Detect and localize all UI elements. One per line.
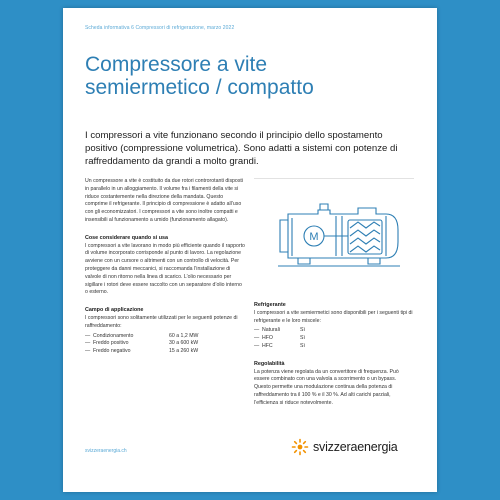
lead-paragraph: I compressori a vite funzionano secondo il principio dello spostamento positivo (compressione volumetrica). Sono adatti a sistemi con potenze di raffreddamento da grandi a molto grandi. <box>85 130 398 167</box>
footer-url[interactable]: svizzeraenergia.ch <box>85 448 127 454</box>
refrigerants-heading: Refrigerante <box>254 302 286 308</box>
application-label: Freddo negativo <box>93 348 131 355</box>
brand-logo <box>291 438 398 456</box>
applications-heading: Campo di applicazione <box>85 307 144 314</box>
list-item <box>254 343 414 351</box>
suction-port <box>320 204 328 210</box>
compressor-foot <box>298 258 310 264</box>
application-value: 60 a 1,2 MW <box>169 332 199 339</box>
list-dash: — <box>85 332 91 339</box>
considerations-paragraph: I compressori a vite lavorano in modo più efficiente quando il rapporto di volume incorporato corrisponde al punto di lavoro. La regolazione avviene con un cursore o altrimenti con un controllo di velocità. Per proteggere da danni meccanici, si raccomanda l’installazione di valvole di non ritorno nella linea di scarico. L’olio necessario per sigillare i rotori deve essere raccolto con un separatore d’olio interno o esterno. <box>85 242 245 296</box>
application-value: 15 a 260 kW <box>169 348 199 355</box>
brand-name: svizzeraenergia <box>313 440 398 454</box>
refrigerant-name: HFC <box>262 342 273 349</box>
document-page <box>63 8 437 492</box>
document-meta: Scheda informativa 6 Compressori di refrigerazione, marzo 2022 <box>85 25 235 31</box>
screw-rotor-thread <box>350 222 380 228</box>
regulation-paragraph: La potenza viene regolata da un convertitore di frequenza. Può essere combinato con una valvola a scorrimento o un bypass. Questo permette una modulazione continua della potenza di raffreddamento tra il 100 % e il 30 %. Ad alti carichi parziali, l’efficienza si riduce notevolmente. <box>254 368 399 406</box>
list-item <box>254 327 414 335</box>
compressor-diagram <box>258 190 414 286</box>
considerations-heading: Cose considerare quando si usa <box>85 234 168 241</box>
title-line-1: Compressore a vite <box>85 53 268 76</box>
column-divider <box>254 178 414 179</box>
list-dash: — <box>254 342 260 349</box>
refrigerant-name: Naturali <box>262 327 280 334</box>
screw-rotor-thread <box>350 246 380 252</box>
applications-paragraph: I compressori sono solitamente utilizzati per le seguenti potenze di raffreddamento: <box>85 314 238 329</box>
application-value: 30 a 600 kW <box>169 340 199 347</box>
refrigerant-value: Sì <box>300 335 305 342</box>
refrigerant-name: HFO <box>262 335 273 342</box>
title-line-2: semiermetico / compatto <box>85 76 314 99</box>
refrigerant-value: Sì <box>300 327 305 334</box>
screw-rotor-thread <box>350 238 380 244</box>
screw-rotor-thread <box>350 230 380 236</box>
application-label: Condizionamento <box>93 332 134 339</box>
applications-list <box>85 333 245 356</box>
application-label: Freddo positivo <box>93 340 129 347</box>
list-item <box>85 348 245 356</box>
left-column <box>85 178 245 356</box>
list-dash: — <box>85 340 91 347</box>
list-item <box>254 335 414 343</box>
page-title <box>85 53 385 99</box>
intro-paragraph: Un compressore a vite è costituito da due rotori controrotanti disposti in parallelo in un alloggiamento. Il volume fra i filamenti della vite si riduce costantemente nella direzione della mandata. Questo comprime il refrigerante. Il principio di compressione è adatto all’uso con gli economizzatori. I compressori a vite sono inoltre compatti e insensibili al funzionamento a umido (funzionamento allagato). <box>85 178 244 223</box>
list-dash: — <box>254 335 260 342</box>
sun-icon <box>291 438 309 456</box>
refrigerants-list <box>254 327 414 350</box>
motor-letter: M <box>309 231 319 243</box>
refrigerants-paragraph: I compressori a vite semiermetici sono disponibili per i seguenti tipi di refrigerante e le loro miscele: <box>254 309 413 324</box>
compressor-foot <box>368 258 380 264</box>
list-item <box>85 333 245 341</box>
right-column <box>254 302 414 408</box>
list-dash: — <box>85 348 91 355</box>
regulation-heading: Regolabilità <box>254 360 285 367</box>
list-item <box>85 340 245 348</box>
list-dash: — <box>254 327 260 334</box>
compressor-housing <box>280 208 398 258</box>
refrigerant-value: Sì <box>300 342 305 349</box>
